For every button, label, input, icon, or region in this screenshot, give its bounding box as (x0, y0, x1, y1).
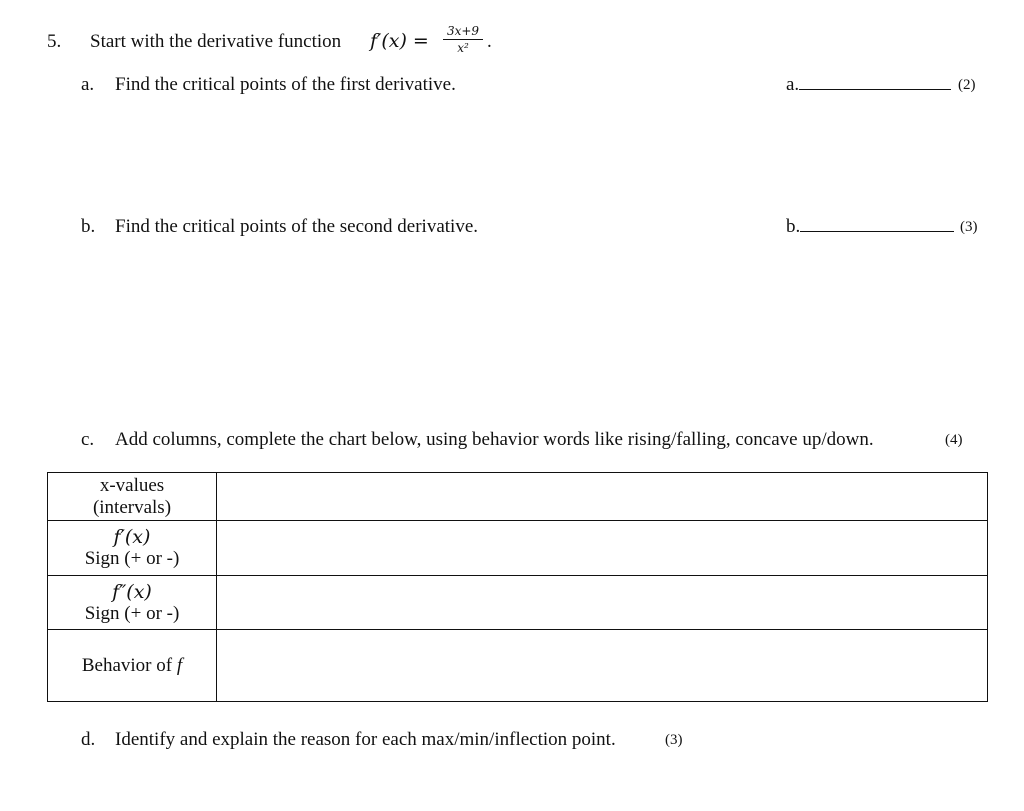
part-c-text: Add columns, complete the chart below, using behavior words like rising/falling, concave up/down. (115, 429, 874, 450)
chart-row-second-derivative (48, 576, 988, 630)
chart-row-first-derivative (48, 521, 988, 576)
function-period: . (487, 31, 492, 52)
chart-header-behavior (48, 630, 217, 702)
chart-cell-x-values[interactable] (217, 473, 988, 521)
chart-row-behavior (48, 630, 988, 702)
chart-cell-behavior[interactable] (217, 630, 988, 702)
fraction-bar (443, 39, 483, 40)
chart-header-x-values (48, 473, 217, 521)
part-d-points: (3) (665, 732, 683, 748)
part-c-points: (4) (945, 432, 963, 448)
part-a-points: (2) (958, 77, 976, 93)
chart-header-line2: f (176, 654, 183, 676)
chart-header-line2: (intervals) (92, 496, 172, 518)
part-d-text: Identify and explain the reason for each max/min/inflection point. (115, 729, 616, 750)
chart-header-line2: Sign (+ or -) (84, 548, 180, 569)
part-b-answer-label: b. (786, 216, 801, 237)
part-b-points: (3) (960, 219, 978, 235)
chart-header-line1: f″(x) (112, 580, 152, 603)
behavior-chart (47, 472, 988, 702)
part-a-letter: a. (81, 74, 95, 95)
question-intro: Start with the derivative function (90, 31, 342, 52)
function-fraction (443, 24, 483, 55)
chart-header-line1: x-values (99, 474, 165, 496)
question-number: 5. (47, 31, 62, 52)
chart-header-second-derivative (48, 576, 217, 630)
part-b-answer-field[interactable] (786, 216, 954, 238)
fraction-numerator: 3x+9 (446, 24, 480, 38)
part-c-letter: c. (81, 429, 95, 450)
chart-header-line2: Sign (+ or -) (84, 602, 180, 624)
fraction-denominator: x² (457, 41, 469, 55)
part-d-letter: d. (81, 729, 96, 750)
part-a-answer-line[interactable] (799, 89, 951, 90)
part-b-text: Find the critical points of the second derivative. (115, 216, 479, 237)
part-b-answer-line[interactable] (800, 231, 954, 232)
chart-cell-first-derivative[interactable] (217, 521, 988, 576)
chart-cell-second-derivative[interactable] (217, 576, 988, 630)
part-a-text: Find the critical points of the first derivative. (115, 74, 456, 95)
chart-header-line1: Behavior of (81, 654, 173, 676)
part-a-answer-label: a. (786, 74, 800, 95)
chart-header-line1: f′(x) (113, 526, 151, 548)
part-b-letter: b. (81, 216, 96, 237)
part-a-answer-field[interactable] (786, 74, 951, 96)
function-lhs: f′(x) = (370, 30, 429, 52)
chart-header-first-derivative (48, 521, 217, 576)
chart-row-x-values (48, 473, 988, 521)
